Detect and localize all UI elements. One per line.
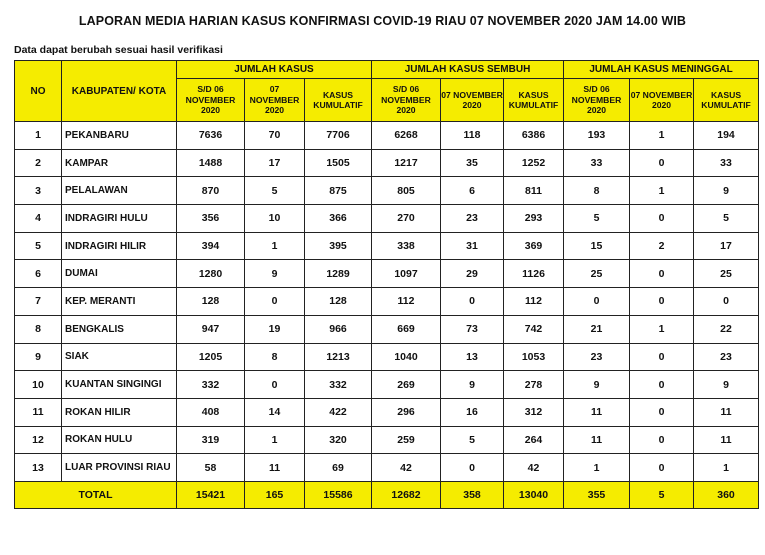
cases-cumulative: 422 xyxy=(305,398,372,426)
deaths-today: 0 xyxy=(630,426,694,454)
recovered-prev: 269 xyxy=(372,371,441,399)
row-number: 12 xyxy=(15,426,62,454)
header-cases-today: 07 NOVEMBER 2020 xyxy=(245,79,305,122)
recovered-today: 31 xyxy=(441,232,504,260)
deaths-cumulative: 9 xyxy=(694,371,759,399)
recovered-prev: 6268 xyxy=(372,122,441,150)
cases-today: 14 xyxy=(245,398,305,426)
deaths-prev: 0 xyxy=(564,288,630,316)
recovered-prev: 112 xyxy=(372,288,441,316)
row-number: 10 xyxy=(15,371,62,399)
header-group-recovered: JUMLAH KASUS SEMBUH xyxy=(372,61,564,79)
report-title: LAPORAN MEDIA HARIAN KASUS KONFIRMASI COVID-19 RIAU 07 NOVEMBER 2020 JAM 14.00 WIB xyxy=(78,14,687,28)
recovered-cumulative: 1053 xyxy=(504,343,564,371)
deaths-cumulative: 23 xyxy=(694,343,759,371)
recovered-cumulative: 112 xyxy=(504,288,564,316)
deaths-today: 0 xyxy=(630,149,694,177)
cases-prev: 319 xyxy=(177,426,245,454)
total-cases-today: 165 xyxy=(245,481,305,508)
deaths-today: 0 xyxy=(630,260,694,288)
region-name: SIAK xyxy=(62,343,177,371)
cases-prev: 870 xyxy=(177,177,245,205)
total-recovered-today: 358 xyxy=(441,481,504,508)
table-row xyxy=(15,177,759,205)
cases-prev: 1205 xyxy=(177,343,245,371)
deaths-cumulative: 194 xyxy=(694,122,759,150)
deaths-today: 1 xyxy=(630,122,694,150)
cases-today: 0 xyxy=(245,288,305,316)
deaths-today: 1 xyxy=(630,177,694,205)
deaths-prev: 21 xyxy=(564,315,630,343)
cases-cumulative: 875 xyxy=(305,177,372,205)
recovered-today: 118 xyxy=(441,122,504,150)
cases-today: 9 xyxy=(245,260,305,288)
recovered-cumulative: 1126 xyxy=(504,260,564,288)
recovered-today: 16 xyxy=(441,398,504,426)
deaths-today: 0 xyxy=(630,288,694,316)
cases-cumulative: 1213 xyxy=(305,343,372,371)
table-row xyxy=(15,426,759,454)
cases-cumulative: 69 xyxy=(305,454,372,482)
deaths-prev: 9 xyxy=(564,371,630,399)
region-name: PELALAWAN xyxy=(62,177,177,205)
table-row xyxy=(15,315,759,343)
table-row xyxy=(15,260,759,288)
recovered-prev: 296 xyxy=(372,398,441,426)
table-row xyxy=(15,343,759,371)
region-name: INDRAGIRI HULU xyxy=(62,205,177,233)
table-row xyxy=(15,205,759,233)
region-name: DUMAI xyxy=(62,260,177,288)
region-name: ROKAN HILIR xyxy=(62,398,177,426)
region-name: KEP. MERANTI xyxy=(62,288,177,316)
cases-cumulative: 966 xyxy=(305,315,372,343)
total-cases-cumulative: 15586 xyxy=(305,481,372,508)
header-deaths-prev: S/D 06 NOVEMBER 2020 xyxy=(564,79,630,122)
recovered-prev: 259 xyxy=(372,426,441,454)
deaths-prev: 1 xyxy=(564,454,630,482)
deaths-today: 0 xyxy=(630,454,694,482)
recovered-cumulative: 278 xyxy=(504,371,564,399)
row-number: 6 xyxy=(15,260,62,288)
header-deaths-cumulative: KASUS KUMULATIF xyxy=(694,79,759,122)
cases-today: 1 xyxy=(245,426,305,454)
covid-cases-table xyxy=(14,60,759,509)
recovered-prev: 1097 xyxy=(372,260,441,288)
deaths-prev: 11 xyxy=(564,398,630,426)
recovered-prev: 42 xyxy=(372,454,441,482)
header-cases-cumulative: KASUS KUMULATIF xyxy=(305,79,372,122)
cases-prev: 1488 xyxy=(177,149,245,177)
row-number: 1 xyxy=(15,122,62,150)
cases-cumulative: 332 xyxy=(305,371,372,399)
recovered-today: 9 xyxy=(441,371,504,399)
cases-cumulative: 320 xyxy=(305,426,372,454)
cases-cumulative: 395 xyxy=(305,232,372,260)
recovered-prev: 338 xyxy=(372,232,441,260)
header-group-cases: JUMLAH KASUS xyxy=(177,61,372,79)
deaths-today: 2 xyxy=(630,232,694,260)
table-row xyxy=(15,232,759,260)
recovered-today: 5 xyxy=(441,426,504,454)
deaths-cumulative: 11 xyxy=(694,426,759,454)
header-recovered-today: 07 NOVEMBER 2020 xyxy=(441,79,504,122)
cases-today: 0 xyxy=(245,371,305,399)
cases-prev: 332 xyxy=(177,371,245,399)
recovered-cumulative: 1252 xyxy=(504,149,564,177)
table-row xyxy=(15,371,759,399)
deaths-cumulative: 17 xyxy=(694,232,759,260)
cases-prev: 7636 xyxy=(177,122,245,150)
recovered-cumulative: 42 xyxy=(504,454,564,482)
region-name: KUANTAN SINGINGI xyxy=(62,371,177,399)
cases-today: 8 xyxy=(245,343,305,371)
table-body xyxy=(15,122,759,482)
cases-today: 70 xyxy=(245,122,305,150)
region-name: KAMPAR xyxy=(62,149,177,177)
cases-prev: 394 xyxy=(177,232,245,260)
header-recovered-cumulative: KASUS KUMULATIF xyxy=(504,79,564,122)
table-row xyxy=(15,288,759,316)
row-number: 13 xyxy=(15,454,62,482)
total-cases-prev: 15421 xyxy=(177,481,245,508)
cases-today: 19 xyxy=(245,315,305,343)
deaths-prev: 11 xyxy=(564,426,630,454)
total-deaths-today: 5 xyxy=(630,481,694,508)
table-row xyxy=(15,454,759,482)
cases-prev: 408 xyxy=(177,398,245,426)
row-number: 4 xyxy=(15,205,62,233)
recovered-today: 6 xyxy=(441,177,504,205)
row-number: 3 xyxy=(15,177,62,205)
cases-cumulative: 128 xyxy=(305,288,372,316)
table-row xyxy=(15,149,759,177)
deaths-cumulative: 25 xyxy=(694,260,759,288)
region-name: BENGKALIS xyxy=(62,315,177,343)
deaths-cumulative: 9 xyxy=(694,177,759,205)
deaths-prev: 5 xyxy=(564,205,630,233)
table-row xyxy=(15,398,759,426)
recovered-cumulative: 264 xyxy=(504,426,564,454)
recovered-cumulative: 742 xyxy=(504,315,564,343)
deaths-cumulative: 1 xyxy=(694,454,759,482)
deaths-prev: 23 xyxy=(564,343,630,371)
deaths-prev: 15 xyxy=(564,232,630,260)
cases-prev: 128 xyxy=(177,288,245,316)
cases-today: 5 xyxy=(245,177,305,205)
header-group-deaths: JUMLAH KASUS MENINGGAL xyxy=(564,61,759,79)
deaths-today: 0 xyxy=(630,343,694,371)
recovered-prev: 669 xyxy=(372,315,441,343)
header-no: NO xyxy=(15,61,62,122)
row-number: 7 xyxy=(15,288,62,316)
deaths-prev: 25 xyxy=(564,260,630,288)
verification-note: Data dapat berubah sesuai hasil verifikasi xyxy=(14,44,223,56)
deaths-prev: 8 xyxy=(564,177,630,205)
deaths-cumulative: 11 xyxy=(694,398,759,426)
table-row xyxy=(15,122,759,150)
row-number: 2 xyxy=(15,149,62,177)
header-recovered-prev: S/D 06 NOVEMBER 2020 xyxy=(372,79,441,122)
cases-cumulative: 366 xyxy=(305,205,372,233)
total-label: TOTAL xyxy=(15,481,177,508)
deaths-prev: 33 xyxy=(564,149,630,177)
header-deaths-today: 07 NOVEMBER 2020 xyxy=(630,79,694,122)
recovered-prev: 1040 xyxy=(372,343,441,371)
cases-cumulative: 1505 xyxy=(305,149,372,177)
region-name: LUAR PROVINSI RIAU xyxy=(62,454,177,482)
cases-prev: 1280 xyxy=(177,260,245,288)
recovered-prev: 805 xyxy=(372,177,441,205)
recovered-cumulative: 811 xyxy=(504,177,564,205)
cases-today: 10 xyxy=(245,205,305,233)
deaths-cumulative: 22 xyxy=(694,315,759,343)
deaths-cumulative: 5 xyxy=(694,205,759,233)
total-recovered-prev: 12682 xyxy=(372,481,441,508)
total-deaths-cumulative: 360 xyxy=(694,481,759,508)
recovered-today: 35 xyxy=(441,149,504,177)
cases-prev: 58 xyxy=(177,454,245,482)
recovered-cumulative: 293 xyxy=(504,205,564,233)
region-name: ROKAN HULU xyxy=(62,426,177,454)
cases-cumulative: 7706 xyxy=(305,122,372,150)
cases-prev: 947 xyxy=(177,315,245,343)
deaths-today: 1 xyxy=(630,315,694,343)
recovered-cumulative: 6386 xyxy=(504,122,564,150)
cases-prev: 356 xyxy=(177,205,245,233)
recovered-today: 73 xyxy=(441,315,504,343)
total-row xyxy=(15,481,759,508)
deaths-today: 0 xyxy=(630,205,694,233)
recovered-today: 13 xyxy=(441,343,504,371)
deaths-cumulative: 0 xyxy=(694,288,759,316)
header-region: KABUPATEN/ KOTA xyxy=(62,61,177,122)
deaths-today: 0 xyxy=(630,398,694,426)
total-deaths-prev: 355 xyxy=(564,481,630,508)
cases-today: 17 xyxy=(245,149,305,177)
header-cases-prev: S/D 06 NOVEMBER 2020 xyxy=(177,79,245,122)
deaths-today: 0 xyxy=(630,371,694,399)
cases-cumulative: 1289 xyxy=(305,260,372,288)
recovered-prev: 270 xyxy=(372,205,441,233)
recovered-prev: 1217 xyxy=(372,149,441,177)
cases-today: 11 xyxy=(245,454,305,482)
recovered-cumulative: 312 xyxy=(504,398,564,426)
recovered-today: 23 xyxy=(441,205,504,233)
region-name: PEKANBARU xyxy=(62,122,177,150)
region-name: INDRAGIRI HILIR xyxy=(62,232,177,260)
deaths-prev: 193 xyxy=(564,122,630,150)
row-number: 5 xyxy=(15,232,62,260)
recovered-cumulative: 369 xyxy=(504,232,564,260)
row-number: 11 xyxy=(15,398,62,426)
total-recovered-cumulative: 13040 xyxy=(504,481,564,508)
cases-today: 1 xyxy=(245,232,305,260)
recovered-today: 0 xyxy=(441,454,504,482)
recovered-today: 29 xyxy=(441,260,504,288)
deaths-cumulative: 33 xyxy=(694,149,759,177)
row-number: 9 xyxy=(15,343,62,371)
row-number: 8 xyxy=(15,315,62,343)
recovered-today: 0 xyxy=(441,288,504,316)
